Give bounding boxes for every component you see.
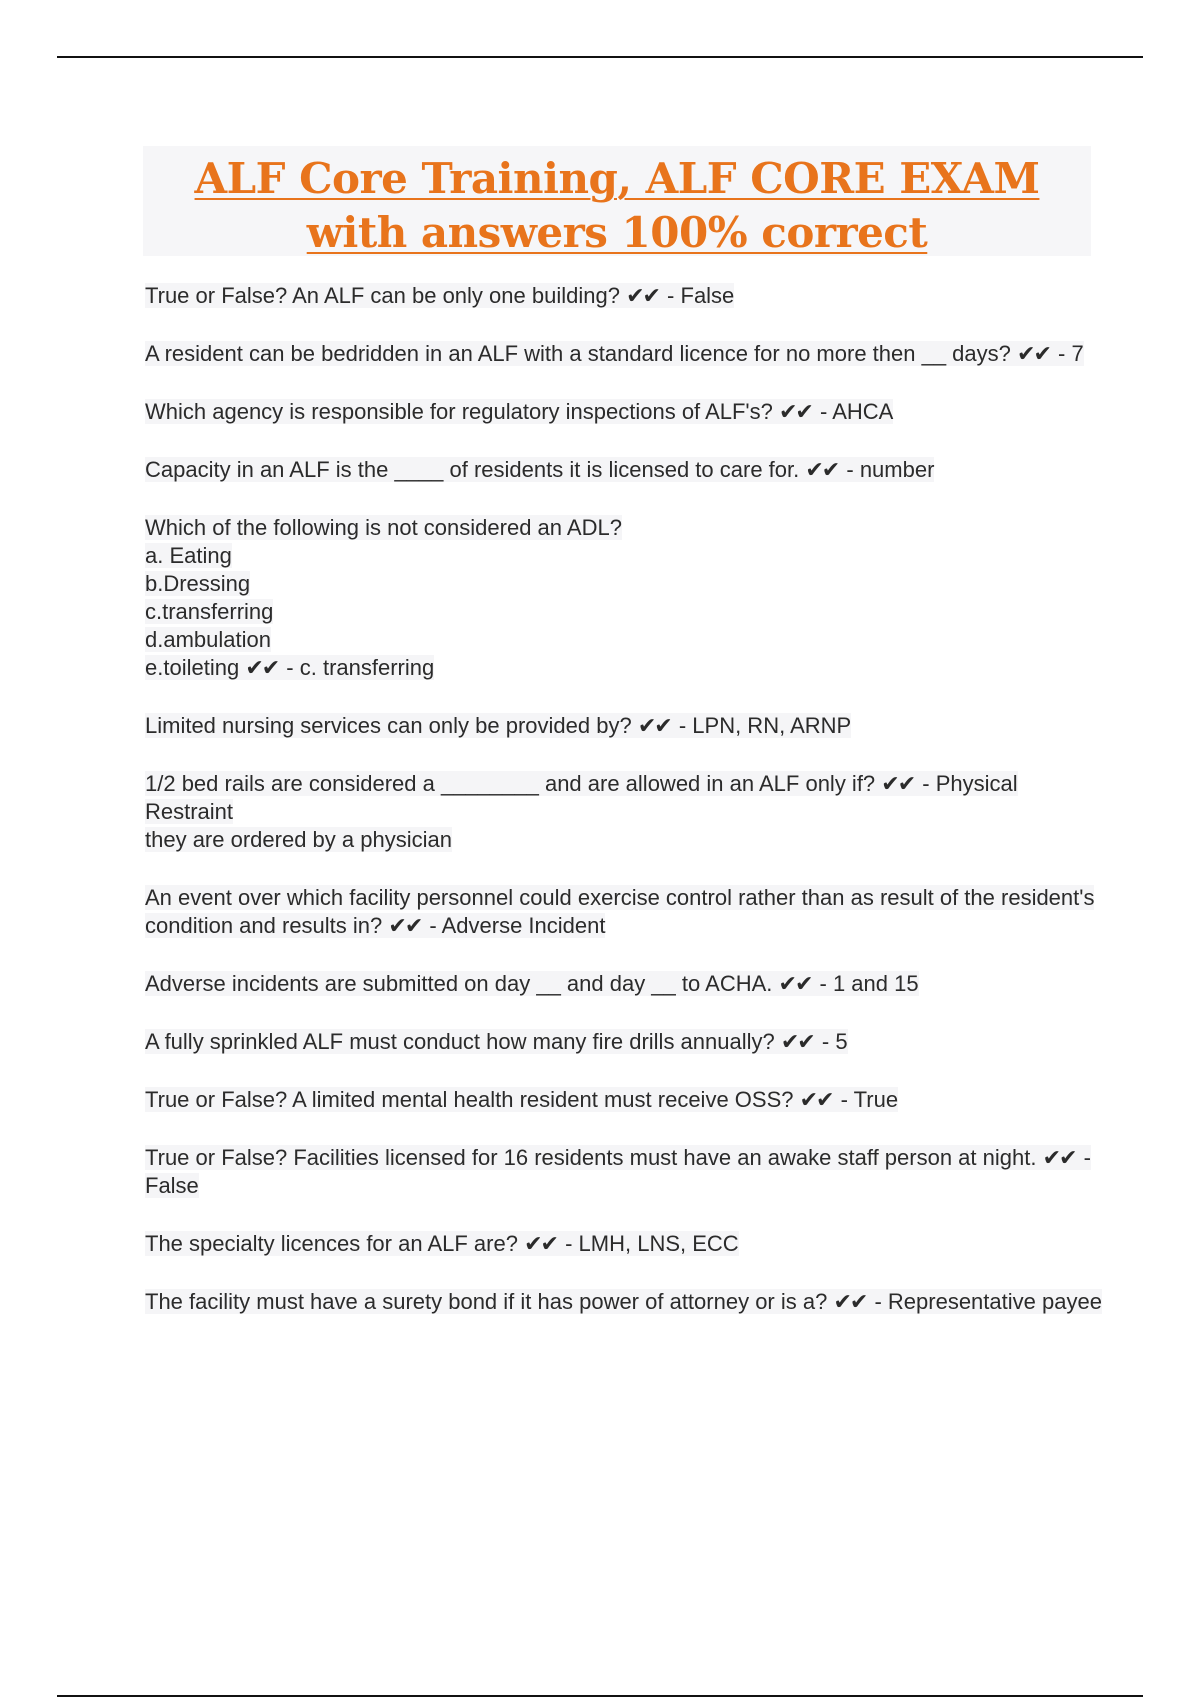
qa-item: Limited nursing services can only be provided by? ✔✔ - LPN, RN, ARNP [145, 713, 852, 738]
answer-text: c. transferring [299, 655, 435, 680]
question-text: A fully sprinkled ALF must conduct how many fire drills annually? [145, 1029, 775, 1054]
qa-item: Which agency is responsible for regulatory inspections of ALF's? ✔✔ - AHCA [145, 399, 894, 424]
double-check-icon: ✔✔ [524, 1231, 557, 1256]
double-check-icon: ✔✔ [778, 399, 812, 424]
answer-text: AHCA [832, 399, 894, 424]
question-text: An event over which facility personnel could exercise control rather than as result of the resident's condition and results in? [145, 885, 1095, 938]
question-text: True or False? Facilities licensed for 16 residents must have an awake staff person at night. [145, 1145, 1037, 1170]
answer-text: True [853, 1087, 899, 1112]
double-check-icon: ✔✔ [626, 283, 659, 308]
question-text: True or False? An ALF can be only one building? [145, 283, 620, 308]
qa-item: Which of the following is not considered an ADL? a. Eating b.Dressing c.transferring d.ambulation e.toileting ✔✔ - c. transferring [145, 515, 622, 680]
qa-item: The specialty licences for an ALF are? ✔✔ - LMH, LNS, ECC [145, 1231, 739, 1256]
double-check-icon: ✔✔ [799, 1087, 833, 1112]
title-line-2: with answers 100% correct [306, 208, 928, 257]
question-text: Limited nursing services can only be provided by? [145, 713, 632, 738]
qa-item: Capacity in an ALF is the ____ of residents it is licensed to care for. ✔✔ - number [145, 457, 935, 482]
answer-text: Representative payee [887, 1289, 1102, 1314]
double-check-icon: ✔✔ [637, 713, 671, 738]
answer-text: 1 and 15 [832, 971, 919, 996]
answer-text: LPN, RN, ARNP [692, 713, 852, 738]
qa-item: Adverse incidents are submitted on day __ and day __ to ACHA. ✔✔ - 1 and 15 [145, 971, 919, 996]
qa-item: A resident can be bedridden in an ALF with a standard licence for no more then __ days? ✔✔ - 7 [145, 341, 1084, 366]
question-text: Which agency is responsible for regulatory inspections of ALF's? [145, 399, 773, 424]
answer-text: Physical Restraint they are ordered by a physician [145, 771, 1018, 852]
qa-item: True or False? A limited mental health resident must receive OSS? ✔✔ - True [145, 1087, 899, 1112]
question-text: 1/2 bed rails are considered a ________ and are allowed in an ALF only if? [145, 771, 876, 796]
qa-item: An event over which facility personnel could exercise control rather than as result of the resident's condition and results in? ✔✔ - Adverse Incident [145, 885, 1095, 938]
question-text: True or False? A limited mental health resident must receive OSS? [145, 1087, 794, 1112]
double-check-icon: ✔✔ [1017, 341, 1050, 366]
answer-text: False [145, 1173, 199, 1198]
qa-item: A fully sprinkled ALF must conduct how many fire drills annually? ✔✔ - 5 [145, 1029, 848, 1054]
answer-text: 5 [835, 1029, 848, 1054]
bottom-rule [57, 1695, 1143, 1697]
question-text: Adverse incidents are submitted on day __ and day __ to ACHA. [145, 971, 773, 996]
title-line-1: ALF Core Training, ALF CORE EXAM [194, 154, 1040, 203]
double-check-icon: ✔✔ [833, 1289, 867, 1314]
answer-text: False [680, 283, 735, 308]
question-text: The specialty licences for an ALF are? [145, 1231, 518, 1256]
double-check-icon: ✔✔ [778, 971, 812, 996]
answer-text: 7 [1071, 341, 1084, 366]
question-text: Capacity in an ALF is the ____ of residents it is licensed to care for. [145, 457, 800, 482]
double-check-icon: ✔✔ [805, 457, 839, 482]
qa-item: The facility must have a surety bond if it has power of attorney or is a? ✔✔ - Representative payee [145, 1289, 1102, 1314]
qa-item: 1/2 bed rails are considered a ________ and are allowed in an ALF only if? ✔✔ - Physical Restraint they are ordered by a physician [145, 771, 1018, 852]
answer-text: LMH, LNS, ECC [578, 1231, 739, 1256]
double-check-icon: ✔✔ [1042, 1145, 1076, 1170]
double-check-icon: ✔✔ [245, 655, 279, 680]
double-check-icon: ✔✔ [780, 1029, 814, 1054]
question-text: A resident can be bedridden in an ALF with a standard licence for no more then __ days? [145, 341, 1011, 366]
qa-item: True or False? Facilities licensed for 16 residents must have an awake staff person at night. ✔✔ - False [145, 1145, 1091, 1198]
top-rule [57, 56, 1143, 58]
question-text: Which of the following is not considered an ADL? a. Eating b.Dressing c.transferring d.ambulation e.toileting [145, 515, 622, 680]
double-check-icon: ✔✔ [881, 771, 915, 796]
answer-text: Adverse Incident [441, 913, 606, 938]
question-list [145, 282, 1105, 1346]
answer-text: number [859, 457, 935, 482]
double-check-icon: ✔✔ [388, 913, 422, 938]
question-text: The facility must have a surety bond if it has power of attorney or is a? [145, 1289, 828, 1314]
qa-item: True or False? An ALF can be only one building? ✔✔ - False [145, 283, 735, 308]
document-title [143, 146, 1091, 256]
